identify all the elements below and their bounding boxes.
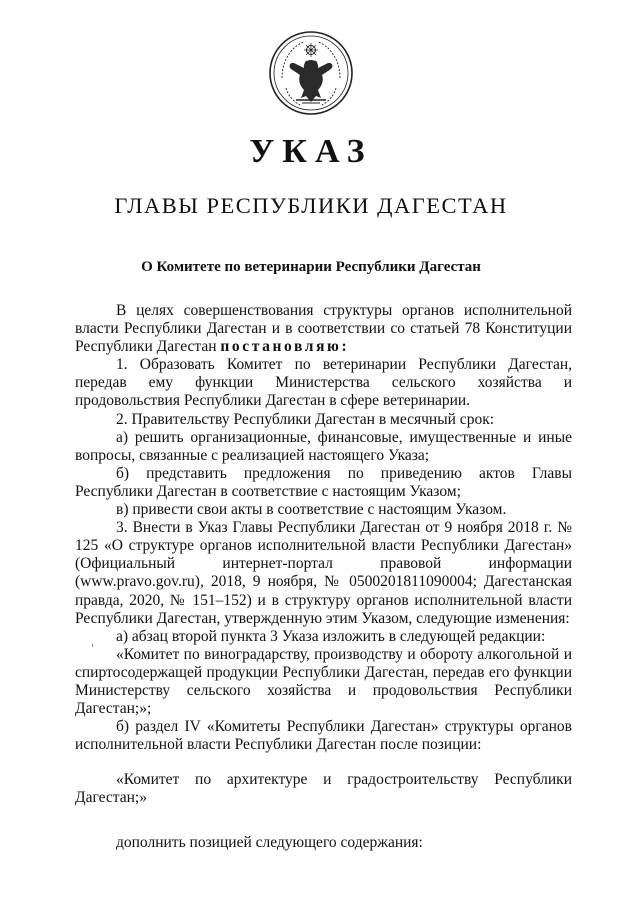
paragraph-3a: а) абзац второй пункта 3 Указа изложить в следующей редакции: [116,627,546,645]
paragraph-2c: в) привести свои акты в соответствие с настоящим Указом. [116,501,507,519]
decree-word: постановляю: [220,338,350,356]
paragraph-2b: б) представить предложения по приведению актов Главы Республики Дагестан в соответствие с настоящим Указом; [75,464,572,500]
paragraph-3: 3. Внести в Указ Главы Республики Дагестан от 9 ноября 2018 г. № 125 «О структуре органов исполнительной власти Республики Дагестан» (Официальный интернет-портал правовой информации (www.pravo.gov.ru), 2018, 9 ноября, № 0500201811090004; Дагестанская правда, 2020, № 151–152) и в структуру органов исполнительной власти Республики Дагестан, утвержденную этим Указом, следующие изменения: [75,519,572,627]
quoted-position: «Комитет по архитектуре и градостроительству Республики Дагестан;» [75,771,572,807]
scan-speck: ’ [91,643,94,653]
paragraph-3a-quote: «Комитет по виноградарству, производству и обороту алкогольной и спиртосодержащей продукции Республики Дагестан, передав его функции Министерству сельского хозяйства и продовольствия Республики Дагестан;»; [75,645,572,718]
document-body [75,302,572,852]
closing-line: дополнить позицией следующего содержания: [116,833,423,851]
paragraph-2a: а) решить организационные, финансовые, имущественные и иные вопросы, связанные с реализацией настоящего Указа; [75,428,572,464]
document-heading: О Комитете по ветеринарии Республики Дагестан [141,259,481,275]
document-subtitle: ГЛАВЫ РЕСПУБЛИКИ ДАГЕСТАН [114,193,508,218]
intro-text: В целях совершенствования структуры органов исполнительной власти Республики Дагестан и в соответствии со статьей 78 Конституции Республики Дагестан [75,302,572,356]
document-title: УКАЗ [249,133,373,170]
coat-of-arms-emblem [268,30,354,116]
intro-paragraph [75,302,572,356]
paragraph-1: 1. Образовать Комитет по ветеринарии Республики Дагестан, передав ему функции Министерства сельского хозяйства и продовольствия Республики Дагестан в сфере ветеринарии. [75,356,572,410]
paragraph-2: 2. Правительству Республики Дагестан в месячный срок: [116,410,495,428]
paragraph-3b: б) раздел IV «Комитеты Республики Дагестан» структуры органов исполнительной власти Республики Дагестан после позиции: [75,718,572,754]
